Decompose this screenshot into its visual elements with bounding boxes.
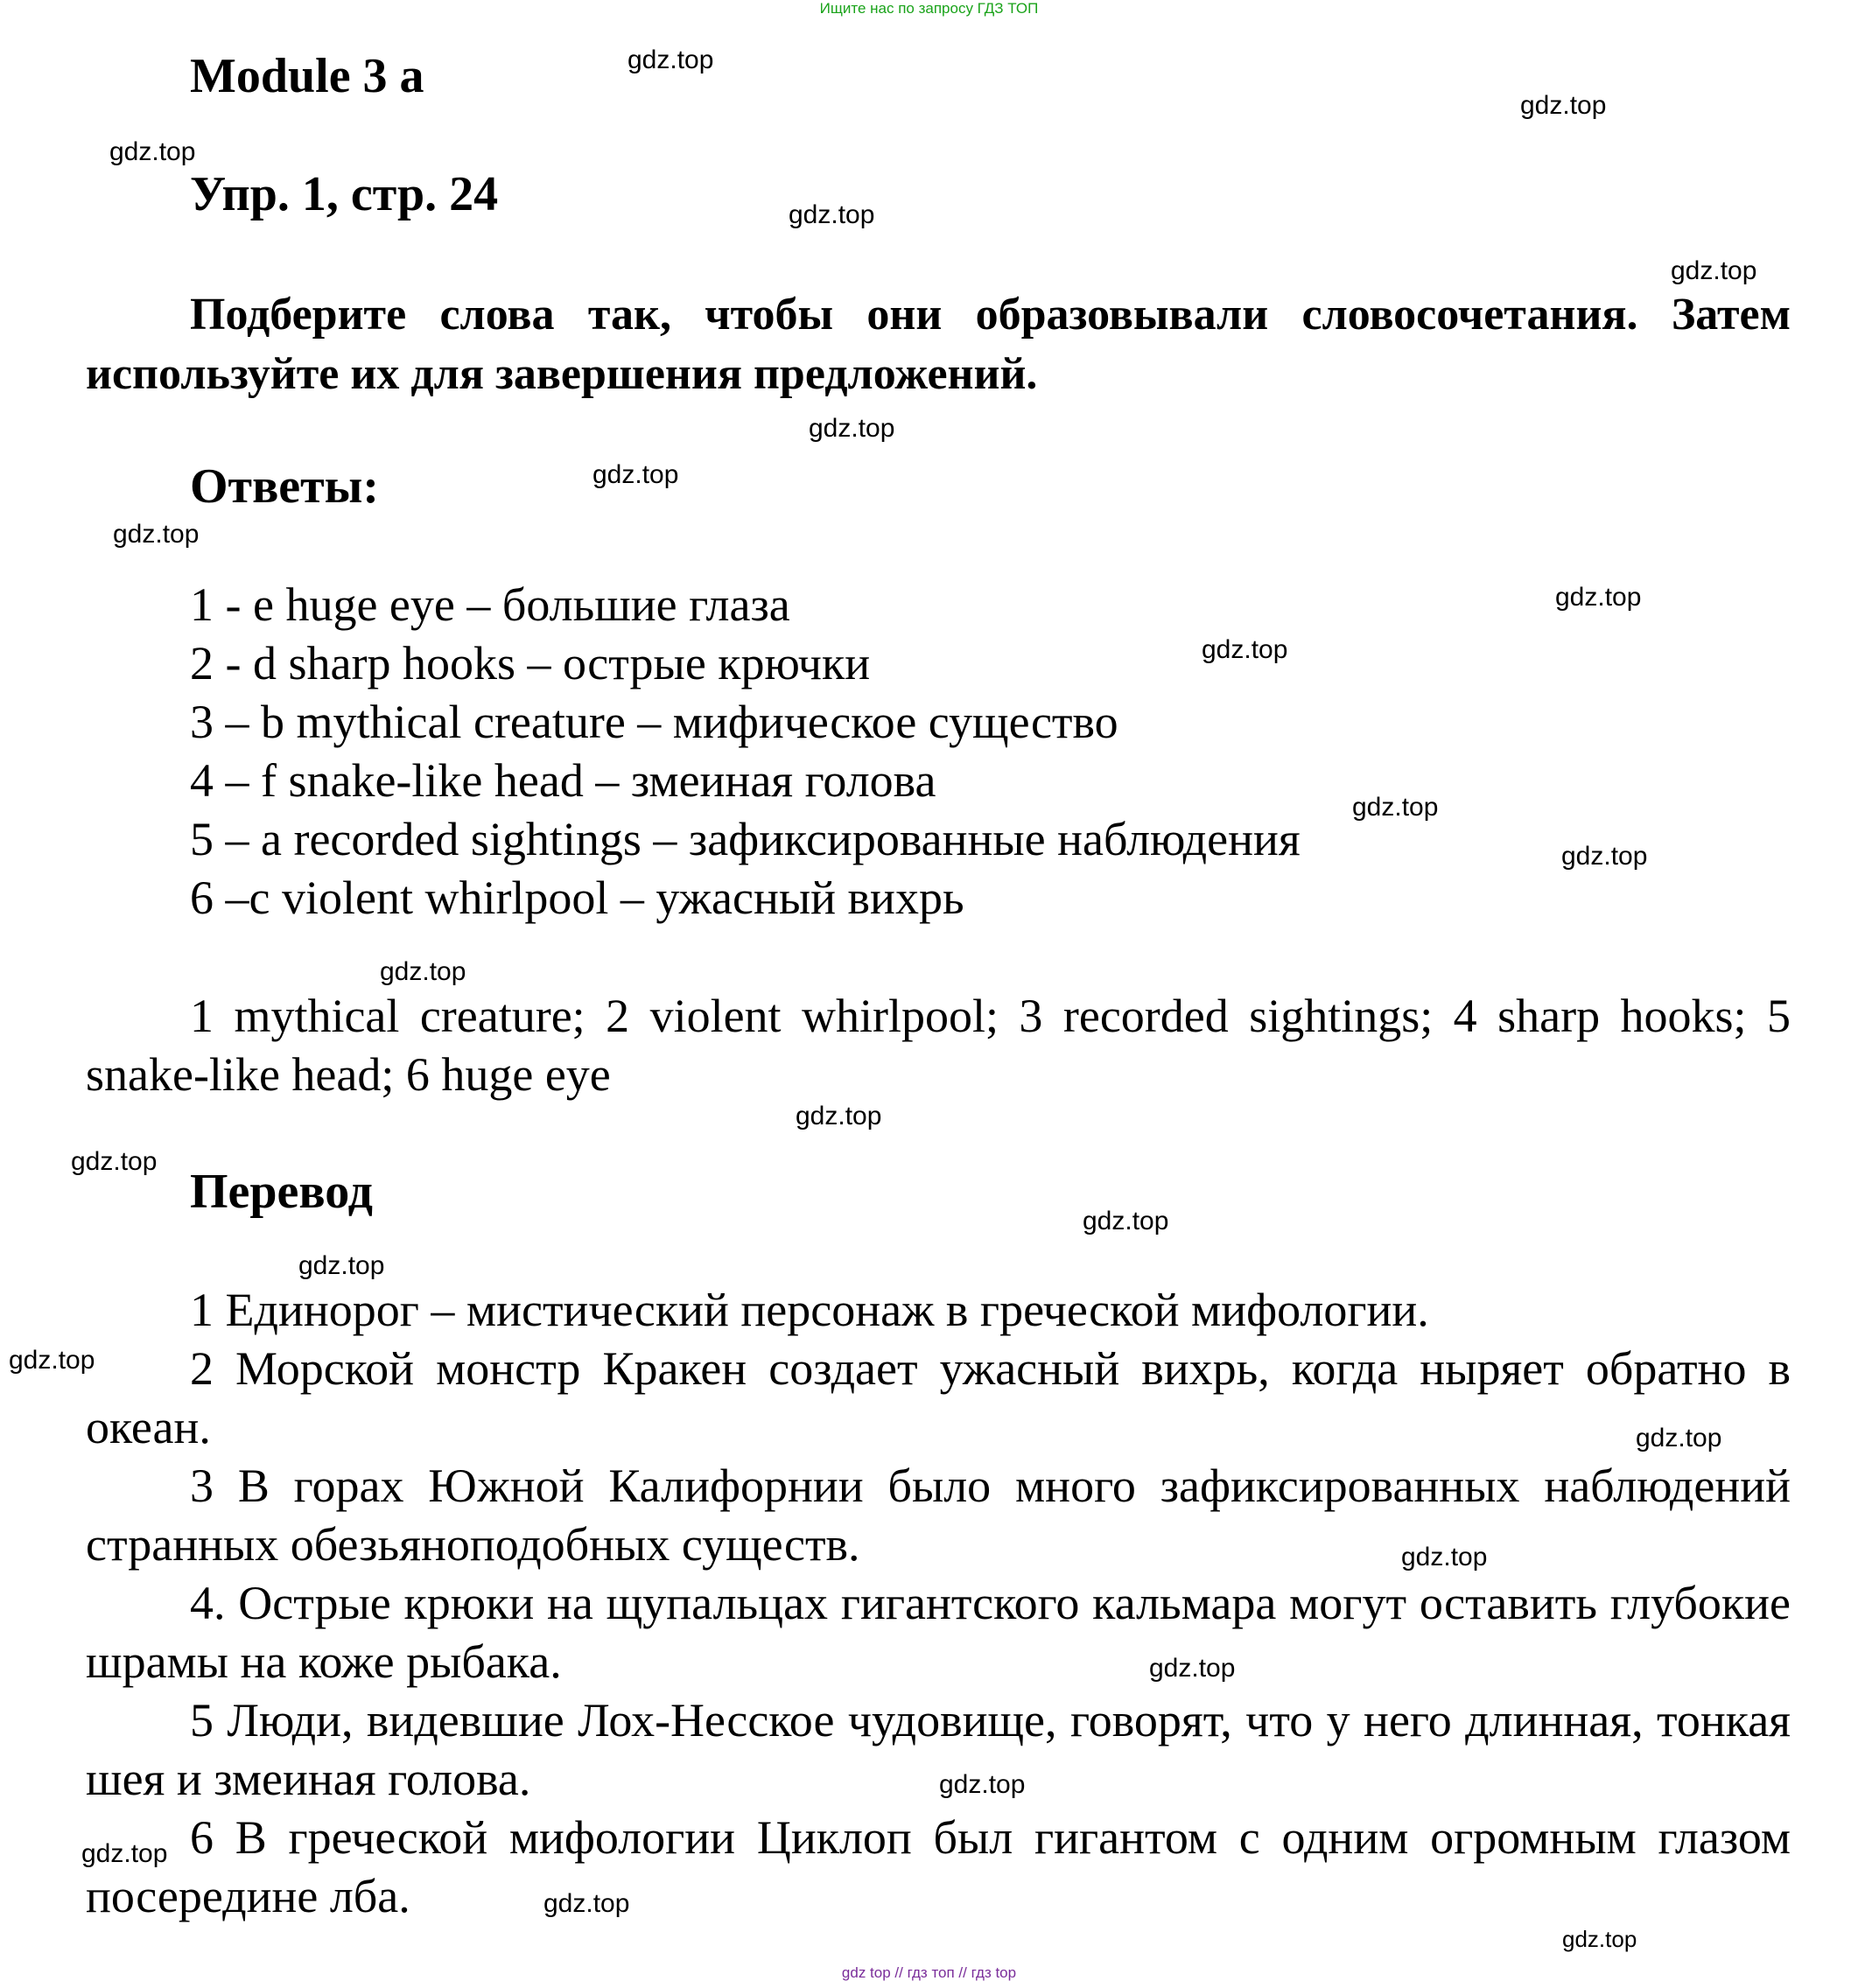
watermark: gdz.top (543, 1889, 630, 1918)
watermark: gdz.top (1202, 635, 1288, 664)
translation-item: 6 В греческой мифологии Циклоп был гигантом с одним огромным глазом посередине лба. (86, 1811, 1791, 1922)
translation-item: 5 Люди, видевшие Лох-Несское чудовище, говорят, что у него длинная, тонкая шея и змеиная голова. (86, 1694, 1791, 1805)
top-search-banner[interactable]: Ищите нас по запросу ГДЗ ТОП (819, 0, 1039, 17)
watermark: gdz.top (1562, 1926, 1637, 1952)
watermark: gdz.top (1561, 842, 1648, 871)
exercise-title: Упр. 1, стр. 24 (190, 167, 499, 221)
answer-item: 3 – b mythical creature – мифическое существо (190, 696, 1118, 748)
watermark: gdz.top (71, 1147, 158, 1176)
watermark: gdz.top (939, 1770, 1026, 1799)
watermark: gdz.top (1149, 1654, 1236, 1683)
module-title: Module 3 a (190, 49, 424, 103)
translation-title: Перевод (190, 1165, 373, 1219)
watermark: gdz.top (1083, 1207, 1169, 1236)
watermark: gdz.top (1636, 1424, 1722, 1452)
watermark: gdz.top (1520, 91, 1607, 120)
watermark: gdz.top (380, 957, 466, 986)
translation-item: 2 Морской монстр Кракен создает ужасный вихрь, когда ныряет обратно в океан. (86, 1342, 1791, 1453)
watermark: gdz.top (789, 200, 875, 229)
watermark: gdz.top (1401, 1543, 1488, 1572)
answer-item: 6 –c violent whirlpool – ужасный вихрь (190, 872, 964, 924)
translation-item: 4. Острые крюки на щупальцах гигантского кальмара могут оставить глубокие шрамы на коже рыбака. (86, 1577, 1791, 1688)
translation-item: 1 Единорог – мистический персонаж в греческой мифологии. (190, 1284, 1429, 1336)
watermark: gdz.top (9, 1346, 95, 1375)
watermark: gdz.top (796, 1102, 882, 1130)
answer-item: 2 - d sharp hooks – острые крючки (190, 637, 871, 690)
watermark: gdz.top (592, 460, 679, 489)
watermark: gdz.top (1671, 256, 1757, 285)
watermark: gdz.top (628, 46, 714, 74)
watermark: gdz.top (81, 1839, 168, 1868)
watermark: gdz.top (809, 414, 895, 443)
bottom-site-banner[interactable]: gdz top // гдз топ // гдз top (841, 1964, 1017, 1981)
answer-item: 4 – f snake-like head – змеиная голова (190, 754, 936, 807)
watermark: gdz.top (1352, 793, 1439, 822)
answers-title: Ответы: (190, 459, 380, 514)
translation-item: 3 В горах Южной Калифорнии было много зафиксированных наблюдений странных обезьяноподобных существ. (86, 1460, 1791, 1571)
answers-summary: 1 mythical creature; 2 violent whirlpool; 3 recorded sightings; 4 sharp hooks; 5 snake-like head; 6 huge eye (86, 990, 1791, 1101)
watermark: gdz.top (298, 1251, 385, 1280)
watermark: gdz.top (109, 137, 196, 166)
watermark: gdz.top (113, 520, 200, 549)
watermark: gdz.top (1555, 583, 1642, 612)
task-instruction: Подберите слова так, чтобы они образовывали словосочетания. Затем используйте их для завершения предложений. (86, 290, 1791, 399)
answer-item: 5 – a recorded sightings – зафиксированные наблюдения (190, 813, 1301, 865)
answer-item: 1 - e huge eye – большие глаза (190, 578, 790, 631)
